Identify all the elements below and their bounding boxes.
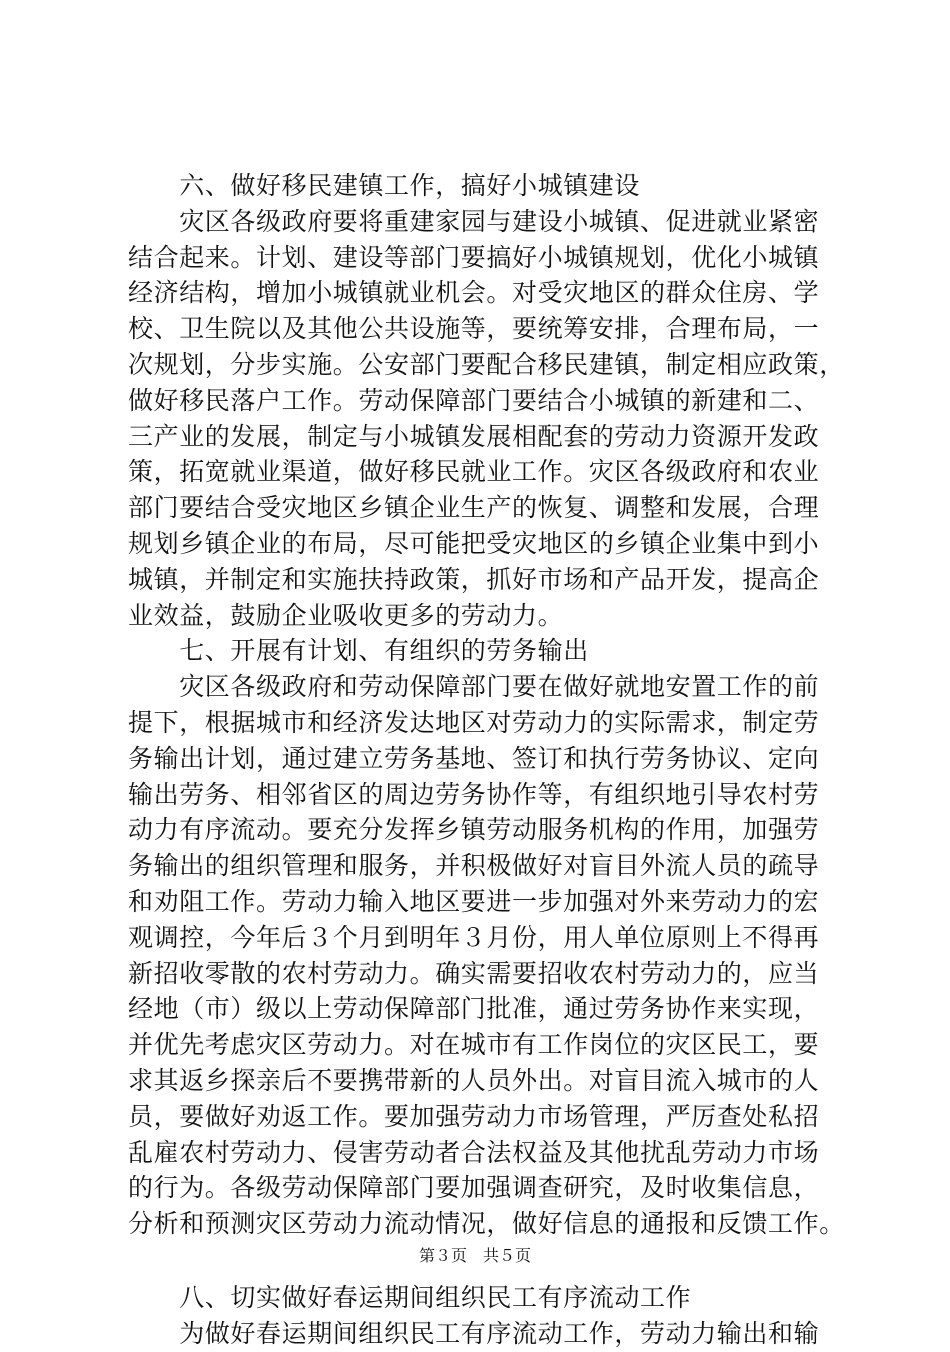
text-line: 结合起来。计划、建设等部门要搞好小城镇规划，优化小城镇: [128, 242, 820, 272]
text-line: 并优先考虑灾区劳动力。对在城市有工作岗位的灾区民工，要: [128, 1030, 820, 1060]
text-line: 经济结构，增加小城镇就业机会。对受灾地区的群众住房、学: [128, 278, 820, 308]
text-line: 务输出计划，通过建立劳务基地、签订和执行劳务协议、定向: [128, 743, 820, 773]
text-line: 观调控，今年后３个月到明年３月份，用人单位原则上不得再: [128, 922, 820, 952]
text-line: 动力有序流动。要充分发挥乡镇劳动服务机构的作用，加强劳: [128, 815, 820, 845]
text-line: 求其返乡探亲后不要携带新的人员外出。对盲目流入城市的人: [128, 1065, 820, 1095]
text-line: 业效益，鼓励企业吸收更多的劳动力。: [128, 600, 564, 630]
text-line: 为做好春运期间组织民工有序流动工作，劳动力输出和输: [128, 1318, 820, 1348]
text-line: 乱雇农村劳动力、侵害劳动者合法权益及其他扰乱劳动力市场: [128, 1137, 820, 1167]
text-line: 分析和预测灾区劳动力流动情况，做好信息的通报和反馈工作。: [128, 1209, 845, 1239]
text-line: 员，要做好劝返工作。要加强劳动力市场管理，严厉查处私招: [128, 1101, 820, 1131]
text-line: 和劝阻工作。劳动力输入地区要进一步加强对外来劳动力的宏: [128, 886, 820, 916]
text-line: 输出劳务、相邻省区的周边劳务协作等，有组织地引导农村劳: [128, 779, 820, 809]
text-line: 七、开展有计划、有组织的劳务输出: [128, 636, 589, 666]
page-footer: 第３页 共５页: [418, 1246, 531, 1265]
text-line: 部门要结合受灾地区乡镇企业生产的恢复、调整和发展，合理: [128, 493, 820, 523]
text-line: 城镇，并制定和实施扶持政策，抓好市场和产品开发，提高企: [128, 564, 820, 594]
text-line: 策，拓宽就业渠道，做好移民就业工作。灾区各级政府和农业: [128, 457, 820, 487]
text-line: 的行为。各级劳动保障部门要加强调查研究，及时收集信息，: [128, 1173, 820, 1203]
text-line: 次规划，分步实施。公安部门要配合移民建镇，制定相应政策，: [128, 349, 845, 379]
text-line: 务输出的组织管理和服务，并积极做好对盲目外流人员的疏导: [128, 851, 820, 881]
text-line: 做好移民落户工作。劳动保障部门要结合小城镇的新建和二、: [128, 385, 820, 415]
text-line: 灾区各级政府和劳动保障部门要在做好就地安置工作的前: [128, 672, 820, 702]
text-line: 经地（市）级以上劳动保障部门批准，通过劳务协作来实现，: [128, 994, 820, 1024]
text-line: 提下，根据城市和经济发达地区对劳动力的实际需求，制定劳: [128, 707, 820, 737]
text-line: 规划乡镇企业的布局，尽可能把受灾地区的乡镇企业集中到小: [128, 528, 820, 558]
text-line: 灾区各级政府要将重建家园与建设小城镇、促进就业紧密: [128, 206, 820, 236]
document-body: [128, 168, 848, 1352]
text-line: 六、做好移民建镇工作，搞好小城镇建设: [128, 171, 641, 200]
text-line: 三产业的发展，制定与小城镇发展相配套的劳动力资源开发政: [128, 421, 820, 451]
text-line: 校、卫生院以及其他公共设施等，要统筹安排，合理布局，一: [128, 314, 820, 344]
text-line: 新招收零散的农村劳动力。确实需要招收农村劳动力的，应当: [128, 958, 820, 988]
text-line: 八、切实做好春运期间组织民工有序流动工作: [128, 1282, 692, 1312]
